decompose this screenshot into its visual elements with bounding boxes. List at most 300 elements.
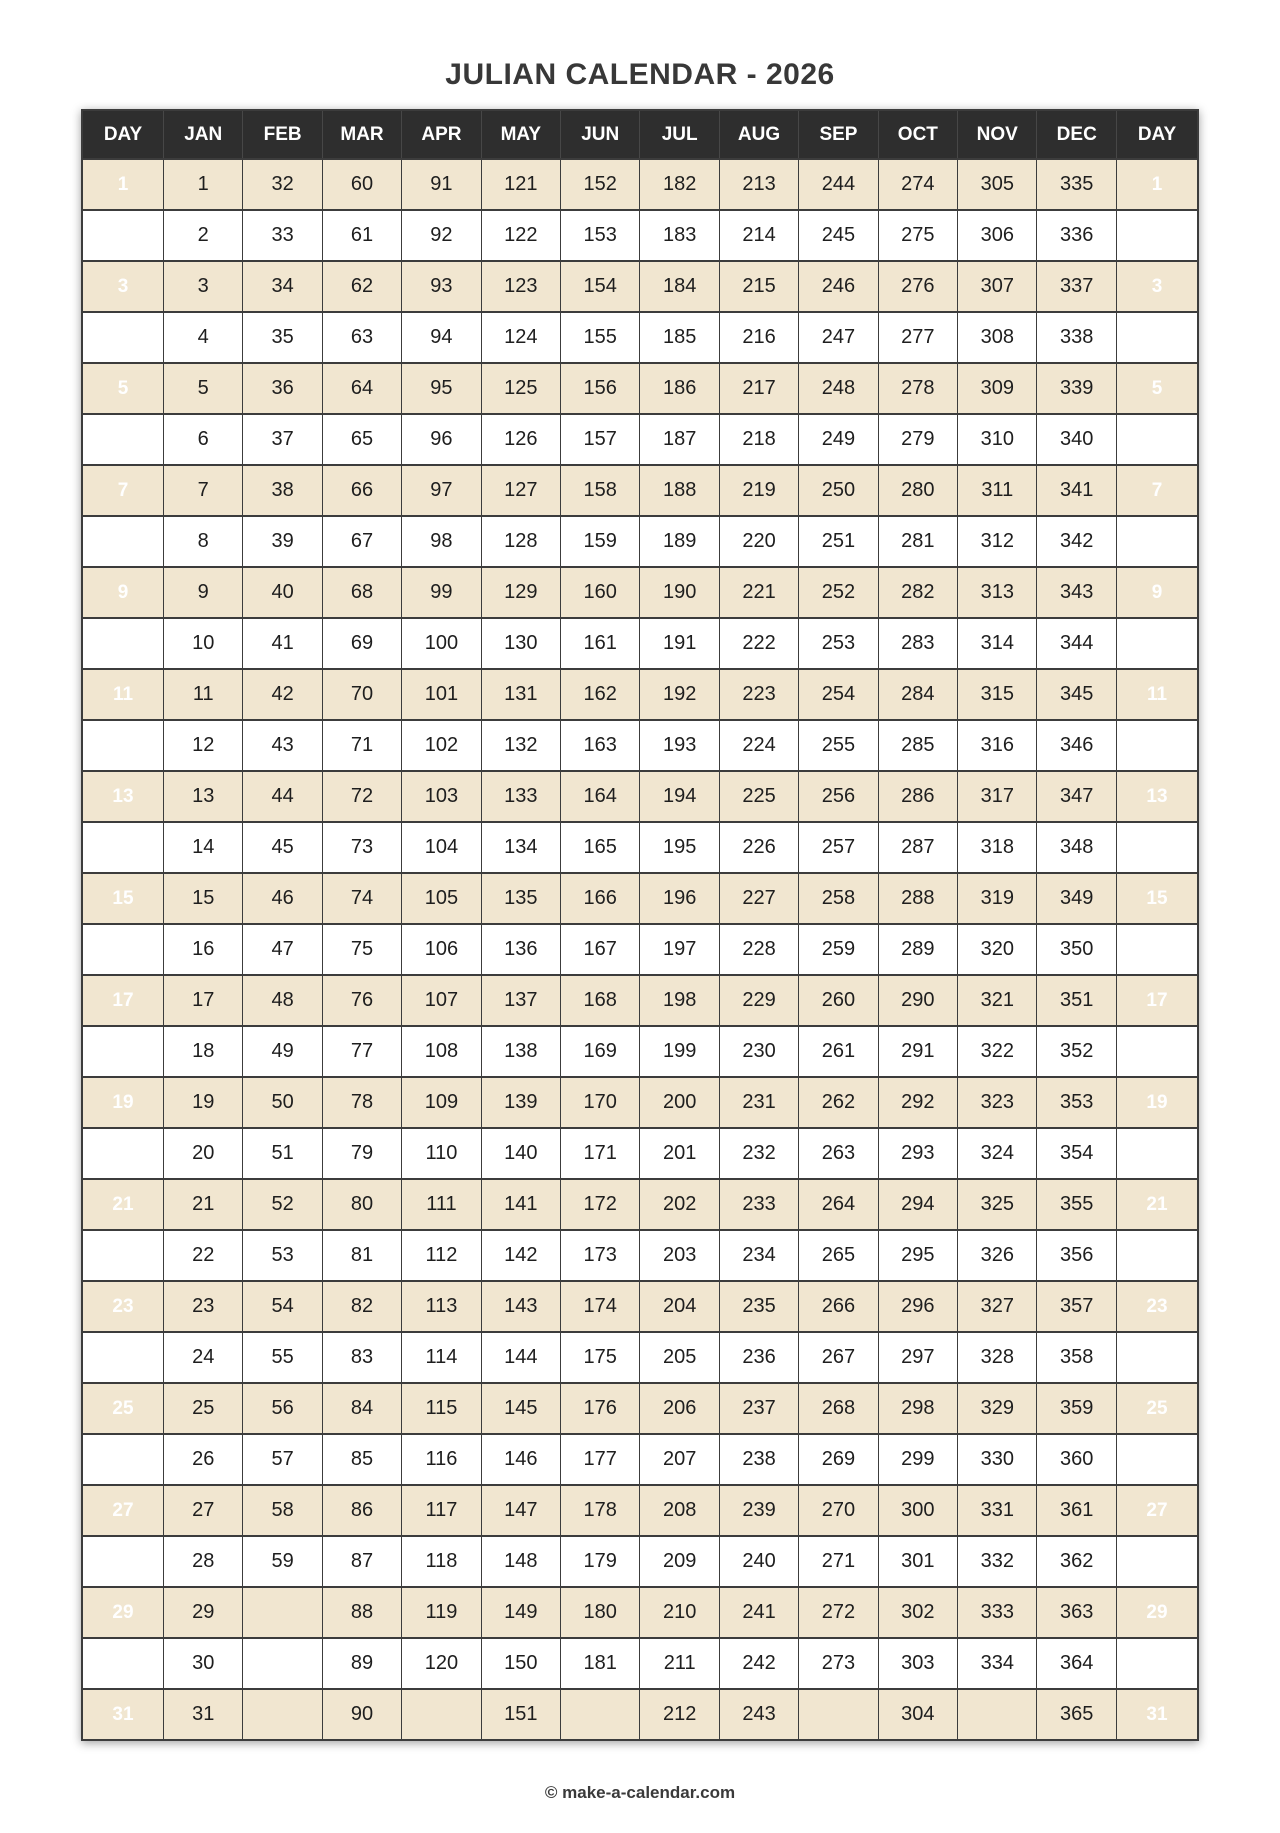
julian-day-cell: 301: [878, 1536, 957, 1587]
julian-day-cell: 144: [481, 1332, 560, 1383]
julian-day-cell: 103: [402, 771, 481, 822]
column-header-feb: FEB: [243, 110, 322, 159]
julian-day-cell: [243, 1587, 322, 1638]
julian-day-cell: 335: [1037, 159, 1117, 210]
julian-day-cell: 12: [164, 720, 243, 771]
julian-day-cell: 203: [640, 1230, 719, 1281]
julian-day-cell: 313: [958, 567, 1037, 618]
julian-day-cell: 362: [1037, 1536, 1117, 1587]
julian-day-cell: 303: [878, 1638, 957, 1689]
julian-day-cell: 266: [799, 1281, 878, 1332]
julian-day-cell: 87: [322, 1536, 401, 1587]
julian-day-cell: 323: [958, 1077, 1037, 1128]
page-title: JULIAN CALENDAR - 2026: [445, 58, 835, 91]
day-cell-right: 25: [1117, 1383, 1199, 1434]
julian-day-cell: 256: [799, 771, 878, 822]
julian-day-cell: 11: [164, 669, 243, 720]
julian-day-cell: 61: [322, 210, 401, 261]
day-cell-right: 13: [1117, 771, 1199, 822]
julian-day-cell: 185: [640, 312, 719, 363]
julian-day-cell: 352: [1037, 1026, 1117, 1077]
table-row-day-7: [82, 465, 1198, 516]
julian-day-cell: 165: [561, 822, 640, 873]
julian-day-cell: 341: [1037, 465, 1117, 516]
julian-day-cell: 242: [719, 1638, 798, 1689]
julian-day-cell: 118: [402, 1536, 481, 1587]
julian-day-cell: 160: [561, 567, 640, 618]
julian-day-cell: 151: [481, 1689, 560, 1740]
julian-day-cell: 90: [322, 1689, 401, 1740]
julian-day-cell: 339: [1037, 363, 1117, 414]
julian-day-cell: 279: [878, 414, 957, 465]
julian-day-cell: 247: [799, 312, 878, 363]
julian-day-cell: 308: [958, 312, 1037, 363]
julian-day-cell: 29: [164, 1587, 243, 1638]
julian-day-cell: 298: [878, 1383, 957, 1434]
julian-day-cell: 282: [878, 567, 957, 618]
day-cell-right: 19: [1117, 1077, 1199, 1128]
julian-day-cell: 78: [322, 1077, 401, 1128]
julian-day-cell: 38: [243, 465, 322, 516]
julian-day-cell: 240: [719, 1536, 798, 1587]
julian-day-cell: 169: [561, 1026, 640, 1077]
table-row-day-25: [82, 1383, 1198, 1434]
julian-day-cell: 119: [402, 1587, 481, 1638]
julian-day-cell: 295: [878, 1230, 957, 1281]
julian-day-cell: 156: [561, 363, 640, 414]
day-cell-right: 26: [1117, 1434, 1199, 1485]
julian-day-cell: 250: [799, 465, 878, 516]
day-cell-right: 9: [1117, 567, 1199, 618]
day-cell-left: 8: [82, 516, 164, 567]
julian-day-cell: 122: [481, 210, 560, 261]
day-cell-left: 15: [82, 873, 164, 924]
julian-day-cell: 178: [561, 1485, 640, 1536]
day-cell-left: 10: [82, 618, 164, 669]
julian-day-cell: 288: [878, 873, 957, 924]
julian-day-cell: 70: [322, 669, 401, 720]
julian-day-cell: 127: [481, 465, 560, 516]
julian-day-cell: 146: [481, 1434, 560, 1485]
julian-day-cell: 42: [243, 669, 322, 720]
julian-day-cell: 35: [243, 312, 322, 363]
day-cell-left: 27: [82, 1485, 164, 1536]
julian-day-cell: 129: [481, 567, 560, 618]
julian-day-cell: 83: [322, 1332, 401, 1383]
julian-day-cell: 167: [561, 924, 640, 975]
julian-day-cell: 346: [1037, 720, 1117, 771]
julian-day-cell: 292: [878, 1077, 957, 1128]
julian-day-cell: 333: [958, 1587, 1037, 1638]
table-row-day-30: [82, 1638, 1198, 1689]
day-cell-left: 11: [82, 669, 164, 720]
julian-day-cell: 192: [640, 669, 719, 720]
julian-day-cell: [402, 1689, 481, 1740]
julian-day-cell: 183: [640, 210, 719, 261]
julian-day-cell: 320: [958, 924, 1037, 975]
table-row-day-6: [82, 414, 1198, 465]
table-row-day-14: [82, 822, 1198, 873]
julian-day-cell: 36: [243, 363, 322, 414]
julian-day-cell: 186: [640, 363, 719, 414]
julian-day-cell: 158: [561, 465, 640, 516]
julian-day-cell: 145: [481, 1383, 560, 1434]
julian-day-cell: 80: [322, 1179, 401, 1230]
day-cell-right: 4: [1117, 312, 1199, 363]
julian-day-cell: 248: [799, 363, 878, 414]
julian-day-cell: 270: [799, 1485, 878, 1536]
julian-day-cell: 338: [1037, 312, 1117, 363]
julian-day-cell: 121: [481, 159, 560, 210]
julian-day-cell: 299: [878, 1434, 957, 1485]
julian-day-cell: 112: [402, 1230, 481, 1281]
julian-day-cell: 307: [958, 261, 1037, 312]
julian-day-cell: 32: [243, 159, 322, 210]
julian-day-cell: 26: [164, 1434, 243, 1485]
day-cell-left: 19: [82, 1077, 164, 1128]
julian-day-cell: 267: [799, 1332, 878, 1383]
column-header-dec: DEC: [1037, 110, 1117, 159]
julian-day-cell: 107: [402, 975, 481, 1026]
julian-day-cell: 88: [322, 1587, 401, 1638]
day-cell-left: 3: [82, 261, 164, 312]
julian-day-cell: 283: [878, 618, 957, 669]
julian-day-cell: 23: [164, 1281, 243, 1332]
julian-day-cell: 22: [164, 1230, 243, 1281]
table-row-day-23: [82, 1281, 1198, 1332]
column-header-mar: MAR: [322, 110, 401, 159]
julian-day-cell: [243, 1638, 322, 1689]
julian-day-cell: 210: [640, 1587, 719, 1638]
table-row-day-28: [82, 1536, 1198, 1587]
julian-day-cell: 114: [402, 1332, 481, 1383]
julian-day-cell: 102: [402, 720, 481, 771]
day-cell-left: 30: [82, 1638, 164, 1689]
julian-day-cell: 45: [243, 822, 322, 873]
julian-day-cell: 253: [799, 618, 878, 669]
julian-day-cell: 159: [561, 516, 640, 567]
day-cell-left: 5: [82, 363, 164, 414]
julian-day-cell: 197: [640, 924, 719, 975]
day-cell-left: 26: [82, 1434, 164, 1485]
julian-day-cell: 18: [164, 1026, 243, 1077]
julian-day-cell: 21: [164, 1179, 243, 1230]
julian-day-cell: 14: [164, 822, 243, 873]
julian-day-cell: 55: [243, 1332, 322, 1383]
julian-day-cell: 124: [481, 312, 560, 363]
julian-day-cell: 53: [243, 1230, 322, 1281]
julian-day-cell: 131: [481, 669, 560, 720]
julian-day-cell: 173: [561, 1230, 640, 1281]
julian-day-cell: 152: [561, 159, 640, 210]
julian-day-cell: 6: [164, 414, 243, 465]
calendar-body: [82, 159, 1198, 1740]
julian-day-cell: 149: [481, 1587, 560, 1638]
julian-calendar-table: [81, 109, 1199, 1741]
julian-day-cell: 236: [719, 1332, 798, 1383]
julian-day-cell: 163: [561, 720, 640, 771]
julian-day-cell: 3: [164, 261, 243, 312]
julian-day-cell: 350: [1037, 924, 1117, 975]
julian-day-cell: 84: [322, 1383, 401, 1434]
table-row-day-9: [82, 567, 1198, 618]
julian-day-cell: 318: [958, 822, 1037, 873]
day-cell-left: 22: [82, 1230, 164, 1281]
day-cell-right: 5: [1117, 363, 1199, 414]
julian-day-cell: 168: [561, 975, 640, 1026]
julian-day-cell: 264: [799, 1179, 878, 1230]
julian-day-cell: 278: [878, 363, 957, 414]
table-row-day-11: [82, 669, 1198, 720]
julian-day-cell: 154: [561, 261, 640, 312]
julian-day-cell: 207: [640, 1434, 719, 1485]
julian-day-cell: 277: [878, 312, 957, 363]
julian-day-cell: 294: [878, 1179, 957, 1230]
table-row-day-18: [82, 1026, 1198, 1077]
julian-day-cell: 208: [640, 1485, 719, 1536]
day-cell-right: 1: [1117, 159, 1199, 210]
julian-day-cell: 170: [561, 1077, 640, 1128]
julian-day-cell: 94: [402, 312, 481, 363]
day-cell-right: 20: [1117, 1128, 1199, 1179]
day-cell-right: 31: [1117, 1689, 1199, 1740]
julian-day-cell: 182: [640, 159, 719, 210]
julian-day-cell: 232: [719, 1128, 798, 1179]
julian-day-cell: 48: [243, 975, 322, 1026]
julian-day-cell: 351: [1037, 975, 1117, 1026]
julian-day-cell: 99: [402, 567, 481, 618]
julian-day-cell: 219: [719, 465, 798, 516]
julian-day-cell: 1: [164, 159, 243, 210]
julian-day-cell: 33: [243, 210, 322, 261]
julian-day-cell: 59: [243, 1536, 322, 1587]
julian-day-cell: 194: [640, 771, 719, 822]
julian-day-cell: 162: [561, 669, 640, 720]
julian-day-cell: 93: [402, 261, 481, 312]
julian-day-cell: 68: [322, 567, 401, 618]
table-row-day-8: [82, 516, 1198, 567]
julian-day-cell: 132: [481, 720, 560, 771]
julian-day-cell: 108: [402, 1026, 481, 1077]
julian-day-cell: 81: [322, 1230, 401, 1281]
julian-day-cell: 40: [243, 567, 322, 618]
julian-day-cell: 101: [402, 669, 481, 720]
day-cell-left: 9: [82, 567, 164, 618]
julian-day-cell: 116: [402, 1434, 481, 1485]
julian-day-cell: 181: [561, 1638, 640, 1689]
table-row-day-21: [82, 1179, 1198, 1230]
julian-day-cell: 261: [799, 1026, 878, 1077]
julian-day-cell: 353: [1037, 1077, 1117, 1128]
table-row-day-15: [82, 873, 1198, 924]
julian-day-cell: 304: [878, 1689, 957, 1740]
julian-day-cell: 136: [481, 924, 560, 975]
julian-day-cell: 209: [640, 1536, 719, 1587]
julian-day-cell: 75: [322, 924, 401, 975]
julian-day-cell: 52: [243, 1179, 322, 1230]
julian-day-cell: 331: [958, 1485, 1037, 1536]
julian-day-cell: 329: [958, 1383, 1037, 1434]
julian-day-cell: 364: [1037, 1638, 1117, 1689]
day-cell-left: 1: [82, 159, 164, 210]
julian-day-cell: 117: [402, 1485, 481, 1536]
julian-day-cell: 125: [481, 363, 560, 414]
column-header-day-left: DAY: [82, 110, 164, 159]
julian-day-cell: 153: [561, 210, 640, 261]
julian-day-cell: [958, 1689, 1037, 1740]
julian-day-cell: 290: [878, 975, 957, 1026]
julian-day-cell: 246: [799, 261, 878, 312]
julian-day-cell: 349: [1037, 873, 1117, 924]
julian-day-cell: 356: [1037, 1230, 1117, 1281]
julian-day-cell: 109: [402, 1077, 481, 1128]
julian-day-cell: 190: [640, 567, 719, 618]
julian-day-cell: 49: [243, 1026, 322, 1077]
julian-day-cell: 205: [640, 1332, 719, 1383]
julian-day-cell: 111: [402, 1179, 481, 1230]
day-cell-left: 23: [82, 1281, 164, 1332]
table-row-day-12: [82, 720, 1198, 771]
day-cell-right: 30: [1117, 1638, 1199, 1689]
julian-day-cell: 319: [958, 873, 1037, 924]
julian-day-cell: 285: [878, 720, 957, 771]
julian-day-cell: 96: [402, 414, 481, 465]
calendar-header-row: [82, 110, 1198, 159]
julian-day-cell: 235: [719, 1281, 798, 1332]
julian-day-cell: 223: [719, 669, 798, 720]
julian-day-cell: 213: [719, 159, 798, 210]
table-row-day-4: [82, 312, 1198, 363]
julian-day-cell: 228: [719, 924, 798, 975]
julian-day-cell: 233: [719, 1179, 798, 1230]
julian-day-cell: 225: [719, 771, 798, 822]
julian-day-cell: 249: [799, 414, 878, 465]
julian-day-cell: 79: [322, 1128, 401, 1179]
julian-day-cell: 54: [243, 1281, 322, 1332]
julian-day-cell: 206: [640, 1383, 719, 1434]
julian-day-cell: 255: [799, 720, 878, 771]
day-cell-right: 2: [1117, 210, 1199, 261]
julian-day-cell: 276: [878, 261, 957, 312]
julian-day-cell: 137: [481, 975, 560, 1026]
day-cell-left: 14: [82, 822, 164, 873]
table-row-day-13: [82, 771, 1198, 822]
day-cell-right: 7: [1117, 465, 1199, 516]
day-cell-right: 10: [1117, 618, 1199, 669]
julian-day-cell: 224: [719, 720, 798, 771]
day-cell-left: 12: [82, 720, 164, 771]
julian-day-cell: 361: [1037, 1485, 1117, 1536]
julian-day-cell: 268: [799, 1383, 878, 1434]
day-cell-right: 22: [1117, 1230, 1199, 1281]
julian-day-cell: 220: [719, 516, 798, 567]
julian-day-cell: 155: [561, 312, 640, 363]
julian-day-cell: 110: [402, 1128, 481, 1179]
table-row-day-2: [82, 210, 1198, 261]
julian-day-cell: 241: [719, 1587, 798, 1638]
julian-day-cell: 305: [958, 159, 1037, 210]
julian-day-cell: 106: [402, 924, 481, 975]
day-cell-left: 16: [82, 924, 164, 975]
julian-day-cell: 221: [719, 567, 798, 618]
julian-day-cell: 176: [561, 1383, 640, 1434]
column-header-sep: SEP: [799, 110, 878, 159]
julian-day-cell: 105: [402, 873, 481, 924]
julian-day-cell: 310: [958, 414, 1037, 465]
julian-day-cell: 309: [958, 363, 1037, 414]
day-cell-right: 12: [1117, 720, 1199, 771]
julian-day-cell: 325: [958, 1179, 1037, 1230]
julian-day-cell: 24: [164, 1332, 243, 1383]
julian-day-cell: 135: [481, 873, 560, 924]
column-header-jun: JUN: [561, 110, 640, 159]
julian-day-cell: 312: [958, 516, 1037, 567]
julian-day-cell: 237: [719, 1383, 798, 1434]
julian-day-cell: 5: [164, 363, 243, 414]
julian-day-cell: 72: [322, 771, 401, 822]
julian-day-cell: 71: [322, 720, 401, 771]
julian-day-cell: 65: [322, 414, 401, 465]
julian-day-cell: 358: [1037, 1332, 1117, 1383]
julian-day-cell: 2: [164, 210, 243, 261]
julian-day-cell: [561, 1689, 640, 1740]
day-cell-left: 2: [82, 210, 164, 261]
julian-day-cell: 134: [481, 822, 560, 873]
julian-day-cell: 143: [481, 1281, 560, 1332]
table-row-day-29: [82, 1587, 1198, 1638]
julian-day-cell: 265: [799, 1230, 878, 1281]
julian-day-cell: 198: [640, 975, 719, 1026]
julian-day-cell: 202: [640, 1179, 719, 1230]
julian-day-cell: 227: [719, 873, 798, 924]
day-cell-right: 29: [1117, 1587, 1199, 1638]
julian-day-cell: 262: [799, 1077, 878, 1128]
julian-day-cell: 37: [243, 414, 322, 465]
julian-day-cell: 324: [958, 1128, 1037, 1179]
day-cell-left: 4: [82, 312, 164, 363]
julian-day-cell: 302: [878, 1587, 957, 1638]
julian-day-cell: 330: [958, 1434, 1037, 1485]
julian-day-cell: 66: [322, 465, 401, 516]
julian-day-cell: 138: [481, 1026, 560, 1077]
julian-day-cell: 28: [164, 1536, 243, 1587]
table-row-day-3: [82, 261, 1198, 312]
julian-day-cell: 289: [878, 924, 957, 975]
julian-day-cell: 359: [1037, 1383, 1117, 1434]
julian-day-cell: 140: [481, 1128, 560, 1179]
footer-copyright: © make-a-calendar.com: [544, 1783, 736, 1802]
column-header-aug: AUG: [719, 110, 798, 159]
julian-day-cell: 25: [164, 1383, 243, 1434]
julian-day-cell: 238: [719, 1434, 798, 1485]
julian-day-cell: 259: [799, 924, 878, 975]
julian-day-cell: 360: [1037, 1434, 1117, 1485]
julian-day-cell: 188: [640, 465, 719, 516]
julian-day-cell: 245: [799, 210, 878, 261]
julian-day-cell: 274: [878, 159, 957, 210]
column-header-may: MAY: [481, 110, 560, 159]
julian-day-cell: 317: [958, 771, 1037, 822]
table-row-day-31: [82, 1689, 1198, 1740]
julian-day-cell: 166: [561, 873, 640, 924]
julian-day-cell: 92: [402, 210, 481, 261]
julian-day-cell: 141: [481, 1179, 560, 1230]
julian-day-cell: 311: [958, 465, 1037, 516]
julian-day-cell: 47: [243, 924, 322, 975]
julian-day-cell: 115: [402, 1383, 481, 1434]
julian-day-cell: 123: [481, 261, 560, 312]
column-header-nov: NOV: [958, 110, 1037, 159]
